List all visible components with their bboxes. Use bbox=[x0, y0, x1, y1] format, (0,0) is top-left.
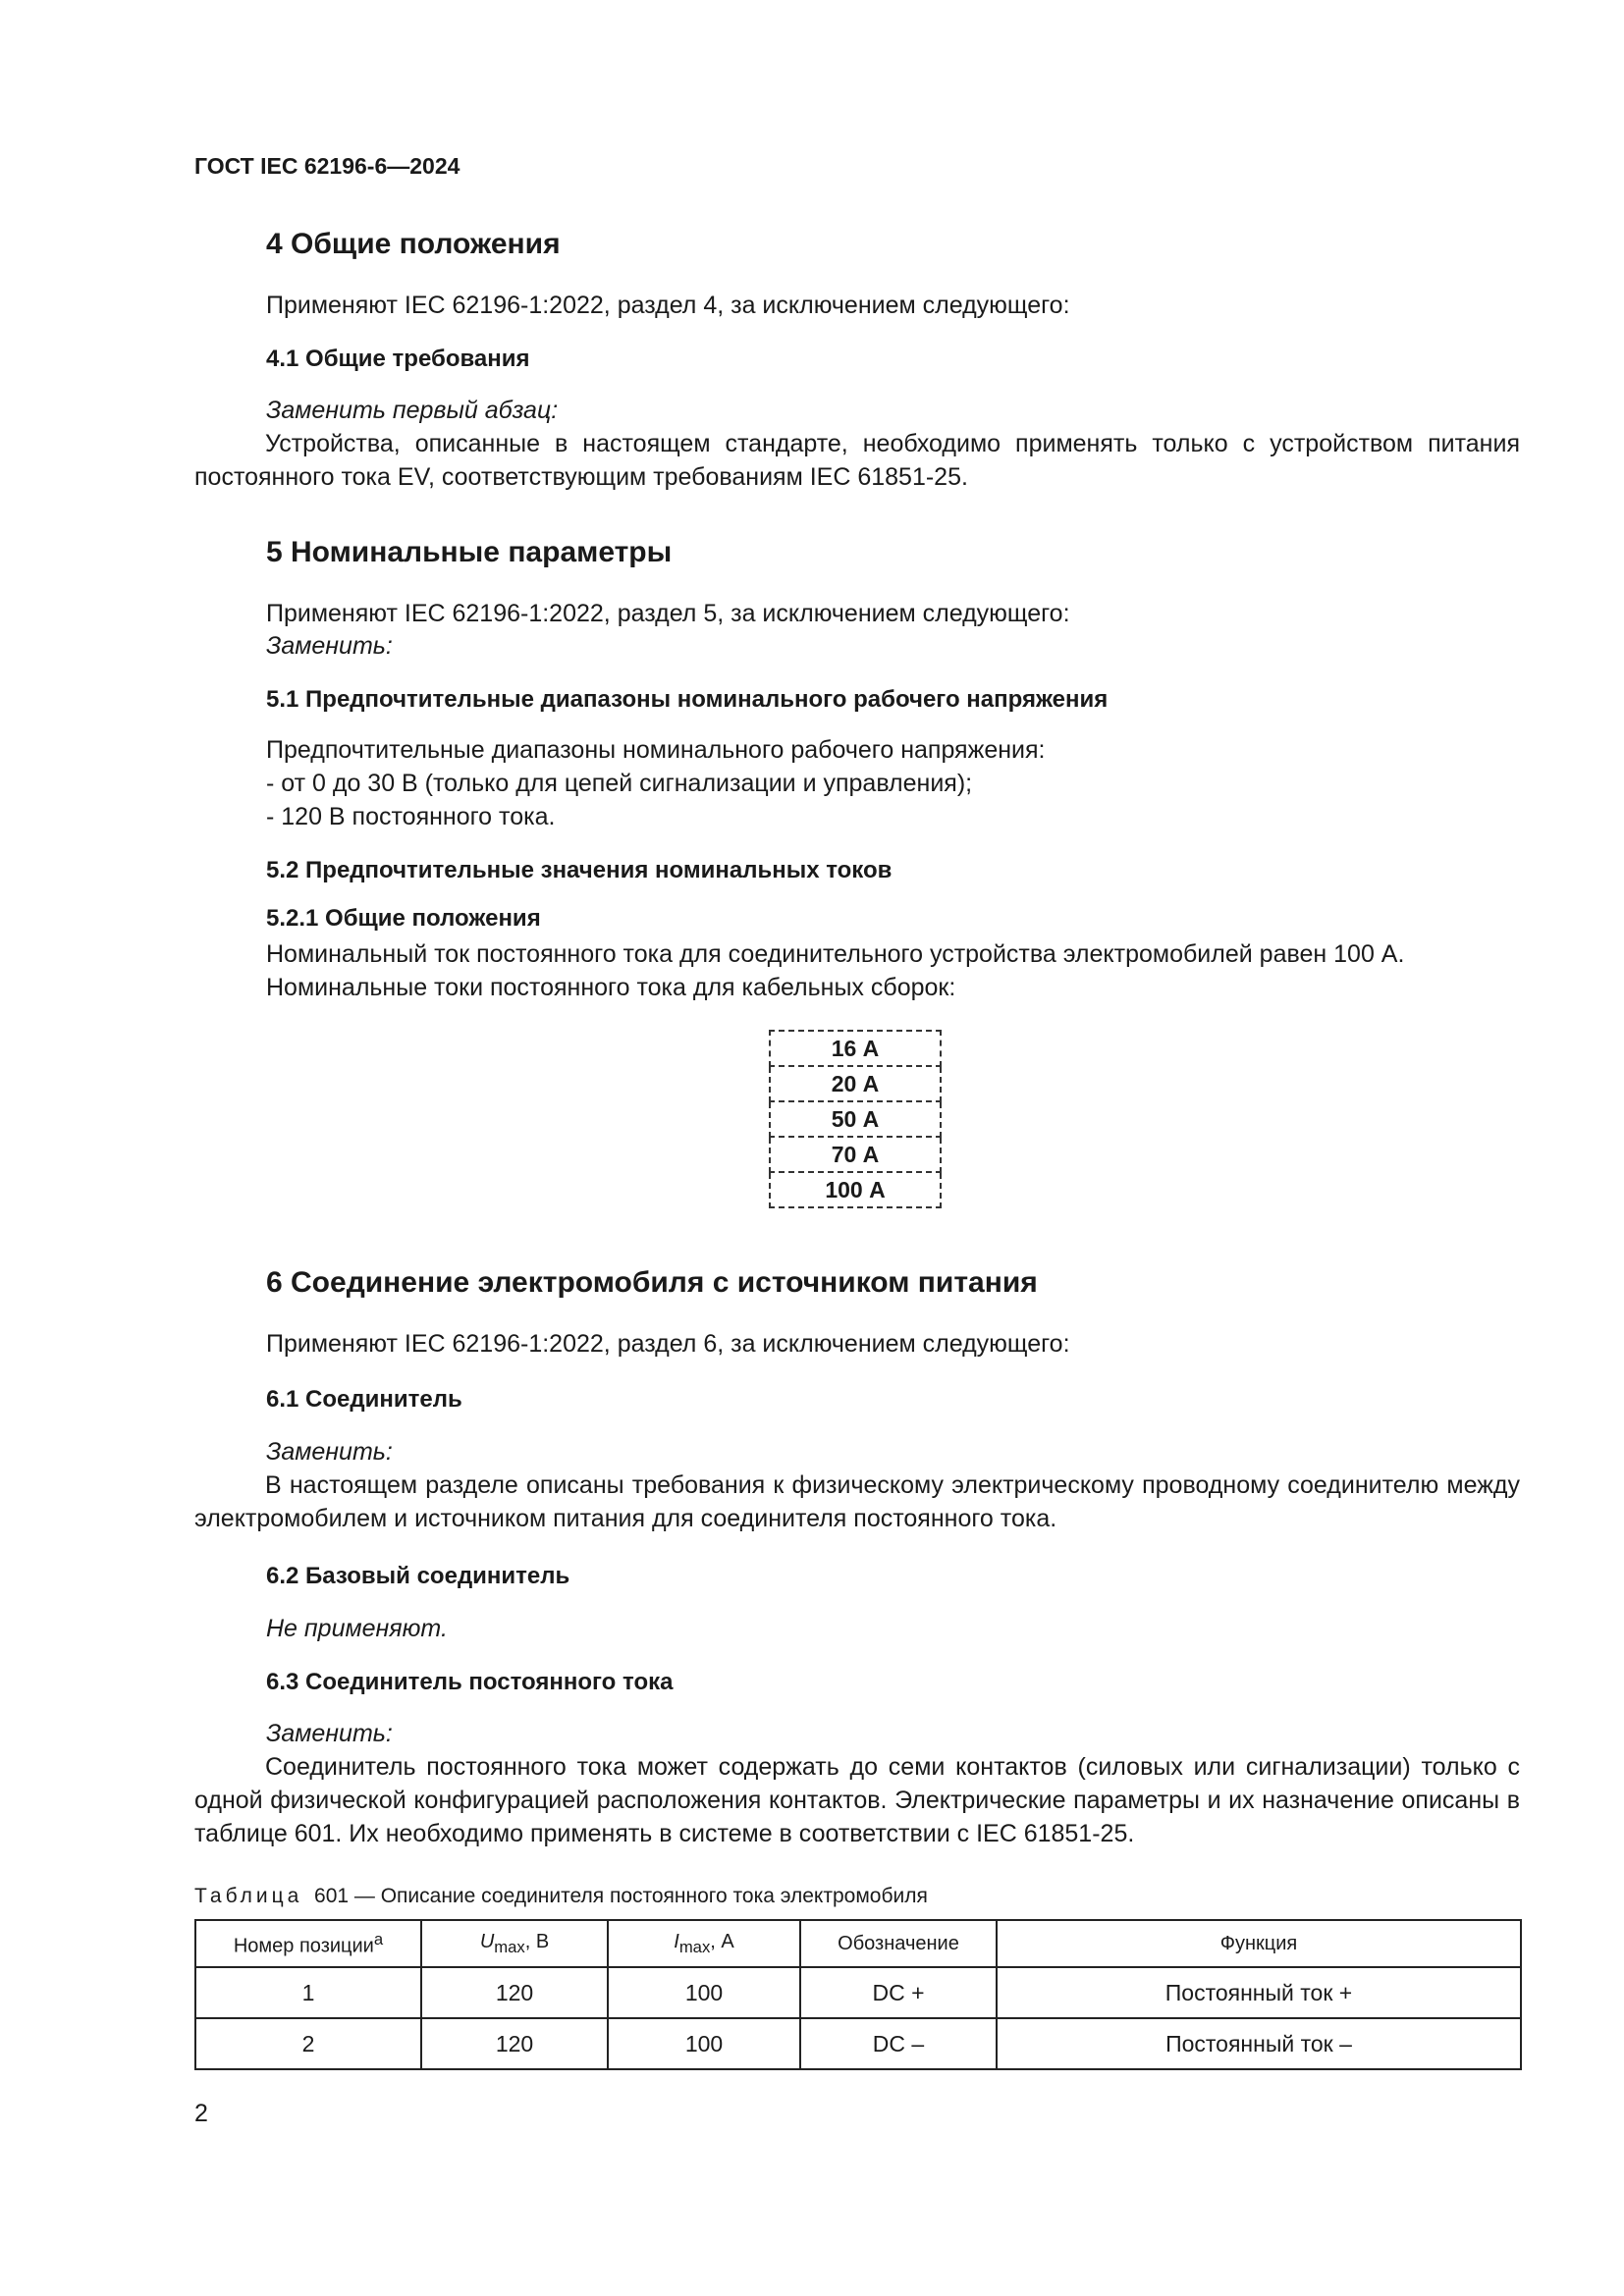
table-row bbox=[195, 2018, 1521, 2069]
section-5-1-text: Предпочтительные диапазоны номинального рабочего напряжения: bbox=[266, 736, 1046, 764]
section-5-title: 5 Номинальные параметры bbox=[266, 536, 673, 568]
section-6-3-instruction: Заменить: bbox=[266, 1720, 393, 1747]
section-5-2-1-text2: Номинальные токи постоянного тока для кабельных сборок: bbox=[266, 974, 956, 1001]
table-601-caption: Таблица 601 — Описание соединителя постоянного тока электромобиля bbox=[194, 1885, 928, 1907]
col-header-umax: $U_{max}$, В bbox=[421, 1920, 608, 1967]
section-5-intro: Применяют IEC 62196-1:2022, раздел 5, за исключением следующего: bbox=[266, 600, 1070, 627]
section-5-2-1-title: 5.2.1 Общие положения bbox=[266, 905, 541, 932]
col-header-function: Функция bbox=[997, 1920, 1521, 1967]
table-cell: 70 А bbox=[770, 1137, 941, 1172]
section-6-1-text: В настоящем разделе описаны требования к физическому электрическому проводному соединителю между электромобилем и источником питания для соединителя постоянного тока. bbox=[194, 1471, 1520, 1532]
table-cell: DC – bbox=[800, 2018, 997, 2069]
table-cell: Постоянный ток – bbox=[997, 2018, 1521, 2069]
table-cell: 16 А bbox=[770, 1031, 941, 1066]
col-header-designation: Обозначение bbox=[800, 1920, 997, 1967]
table-row bbox=[770, 1137, 941, 1172]
section-4-1-text: Устройства, описанные в настоящем стандарте, необходимо применять только с устройством питания постоянного тока EV, соответствующим требованиям IEC 61851-25. bbox=[194, 430, 1520, 491]
section-5-instruction: Заменить: bbox=[266, 632, 393, 660]
table-row bbox=[770, 1101, 941, 1137]
section-6-3-text: Соединитель постоянного тока может содержать до семи контактов (силовых или сигнализации) только с одной физической конфигурацией расположения контактов. Электрические параметры и их назначение описаны в таблице 601. Их необходимо применять в системе в соответствии с IEC 61851-25. bbox=[194, 1753, 1520, 1847]
list-item: - 120 В постоянного тока. bbox=[266, 803, 556, 830]
table-cell: 100 bbox=[608, 2018, 800, 2069]
table-row bbox=[770, 1172, 941, 1207]
section-5-2-1-text1: Номинальный ток постоянного тока для соединительного устройства электромобилей равен 100 А. bbox=[266, 940, 1405, 968]
table-cell: 1 bbox=[195, 1967, 421, 2018]
table-cell: 120 bbox=[421, 2018, 608, 2069]
section-6-intro: Применяют IEC 62196-1:2022, раздел 6, за исключением следующего: bbox=[266, 1330, 1070, 1358]
table-cell: Постоянный ток + bbox=[997, 1967, 1521, 2018]
document-header: ГОСТ IEC 62196-6—2024 bbox=[194, 153, 460, 179]
section-6-2-text: Не применяют. bbox=[266, 1615, 448, 1642]
section-6-1-instruction: Заменить: bbox=[266, 1438, 393, 1466]
section-6-1-title: 6.1 Соединитель bbox=[266, 1386, 462, 1413]
section-6-title: 6 Соединение электромобиля с источником питания bbox=[266, 1266, 1038, 1299]
table-row bbox=[195, 1967, 1521, 2018]
section-4-intro: Применяют IEC 62196-1:2022, раздел 4, за исключением следующего: bbox=[266, 292, 1070, 319]
col-header-position: Номер позиции$^a$ bbox=[195, 1920, 421, 1967]
table-row bbox=[770, 1066, 941, 1101]
table-header-row bbox=[195, 1920, 1521, 1967]
table-cell: 100 А bbox=[770, 1172, 941, 1207]
table-cell: 2 bbox=[195, 2018, 421, 2069]
section-5-1-title: 5.1 Предпочтительные диапазоны номинального рабочего напряжения bbox=[266, 686, 1109, 713]
table-row bbox=[770, 1031, 941, 1066]
section-6-3-title: 6.3 Соединитель постоянного тока bbox=[266, 1669, 674, 1695]
col-header-imax: $I_{max}$, А bbox=[608, 1920, 800, 1967]
table-cell: 50 А bbox=[770, 1101, 941, 1137]
section-6-2-title: 6.2 Базовый соединитель bbox=[266, 1563, 570, 1589]
currents-table bbox=[769, 1030, 942, 1208]
table-cell: DC + bbox=[800, 1967, 997, 2018]
table-601 bbox=[194, 1919, 1522, 2070]
page-number: 2 bbox=[194, 2100, 208, 2127]
table-cell: 20 А bbox=[770, 1066, 941, 1101]
section-5-2-title: 5.2 Предпочтительные значения номинальных токов bbox=[266, 857, 893, 883]
section-4-title: 4 Общие положения bbox=[266, 228, 561, 260]
table-cell: 100 bbox=[608, 1967, 800, 2018]
list-item: - от 0 до 30 В (только для цепей сигнализации и управления); bbox=[266, 770, 973, 797]
section-4-1-title: 4.1 Общие требования bbox=[266, 346, 530, 372]
section-4-1-instruction: Заменить первый абзац: bbox=[266, 397, 559, 424]
table-cell: 120 bbox=[421, 1967, 608, 2018]
